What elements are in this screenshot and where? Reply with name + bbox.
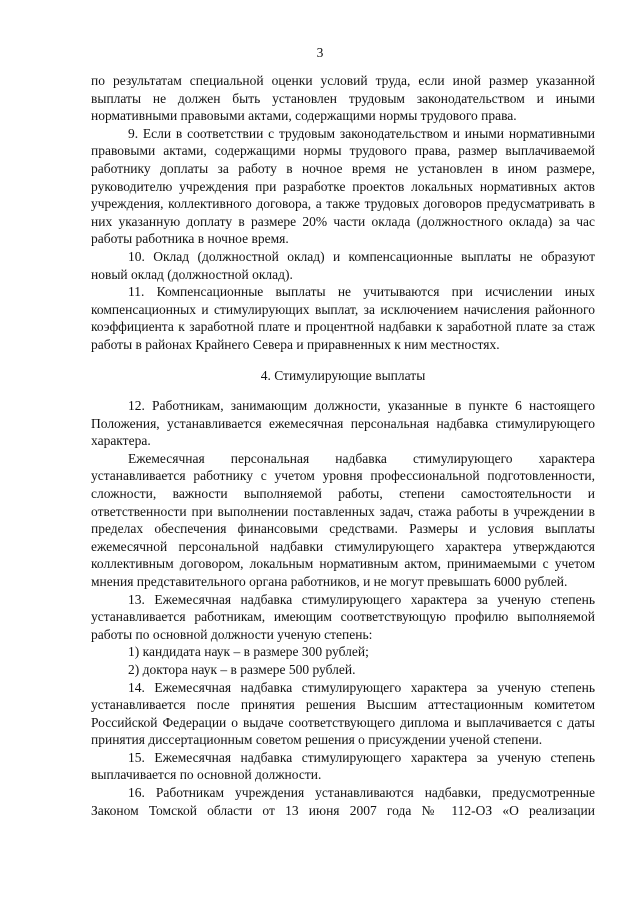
paragraph-item-10: 10. Оклад (должностной оклад) и компенсационные выплаты не образуют новый оклад (должностной оклад). (91, 248, 595, 282)
section-4-body (91, 397, 595, 819)
paragraph: Ежемесячная персональная надбавка стимулирующего характера устанавливается работнику с учетом уровня профессиональной подготовленности, сложности, важности выполняемой работы, степени самостоятельности и ответственности при выполнении поставленных задач, стажа работы в учреждении в пределах обеспечения финансовыми средствами. Размеры и условия выплаты ежемесячной персональной надбавки стимулирующего характера утверждаются коллективным договором, локальным нормативным актом, принимаемыми с учетом мнения представительного органа работников, и не могут превышать 6000 рублей. (91, 450, 595, 589)
paragraph-item-13: 13. Ежемесячная надбавка стимулирующего характера за ученую степень устанавливается работникам, имеющим соответствующую профилю выполняемой работы по основной должности ученую степень: (91, 591, 595, 642)
list-item: 2) доктора наук – в размере 500 рублей. (128, 661, 356, 677)
paragraph-item-11: 11. Компенсационные выплаты не учитываются при исчислении иных компенсационных и стимулирующих выплат, за исключением начисления районного коэффициента к заработной плате и процентной надбавки к заработной плате за стаж работы в районах Крайнего Севера и приравненных к ним местностях. (91, 284, 595, 352)
paragraph-item-15: 15. Ежемесячная надбавка стимулирующего характера за ученую степень выплачивается по основной должности. (91, 749, 595, 783)
section-heading: 4. Стимулирующие выплаты (260, 368, 426, 383)
paragraph: по результатам специальной оценки условий труда, если иной размер указанной выплаты не должен быть установлен трудовым законодательством и иными нормативными правовыми актами, содержащими нормы трудового права. (91, 73, 595, 124)
page-number: 3 (316, 45, 324, 60)
section-3-continuation (91, 72, 595, 354)
paragraph-item-16: 16. Работникам учреждения устанавливаются надбавки, предусмотренные Законом Томской области от 13 июня 2007 года № 112-ОЗ «О реализации (91, 785, 595, 818)
paragraph-item-12: 12. Работникам, занимающим должности, указанные в пункте 6 настоящего Положения, устанавливается ежемесячная персональная надбавка стимулирующего характера. (91, 398, 595, 449)
list-item: 1) кандидата наук – в размере 300 рублей; (128, 644, 369, 660)
paragraph-item-14: 14. Ежемесячная надбавка стимулирующего характера за ученую степень устанавливается после принятия решения Высшим аттестационным комитетом Российской Федерации о выдаче соответствующего диплома и выплачивается с даты принятия диссертационным советом решения о присуждении ученой степени. (91, 679, 595, 748)
paragraph-item-9: 9. Если в соответствии с трудовым законодательством и иными нормативными правовыми актами, содержащими нормы трудового права, размер выплачиваемой работнику доплаты за работу в ночное время не установлен в ином размере, руководителю учреждения при разработке проектов локальных нормативных актов учреждения, коллективного договора, а также трудовых договоров предусматривать в них указанную доплату в размере 20% части оклада (должностного оклада) за час работы работника в ночное время. (91, 125, 595, 247)
